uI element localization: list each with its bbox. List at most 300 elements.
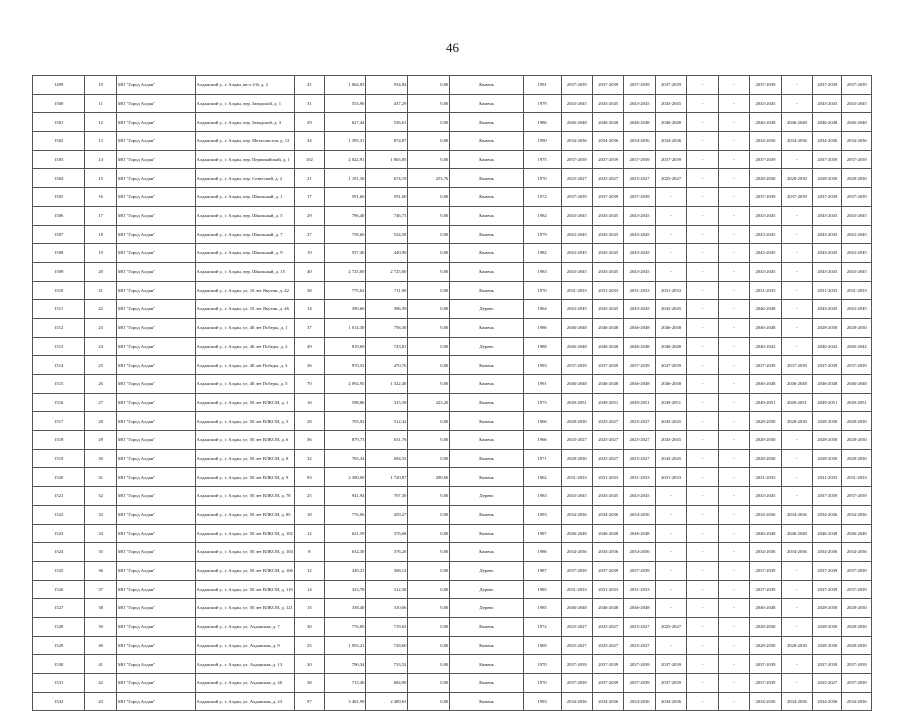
- table-cell: Алданский у., г. Алдан, ул. Алданская, д. 20: [195, 674, 295, 693]
- table-cell: Алданский у., г. Алдан, пер. Школьный, д. 5: [195, 206, 295, 225]
- table-cell: 2043-2045: [655, 94, 686, 113]
- housing-register-table: [32, 75, 872, 711]
- table-cell: 27: [85, 393, 116, 412]
- table-cell: 440,90: [366, 244, 408, 263]
- table-cell: 1971: [523, 449, 561, 468]
- table-cell: 2037-2039: [624, 674, 655, 693]
- table-cell: 934,84: [366, 76, 408, 95]
- table-cell: 2043-2045: [655, 431, 686, 450]
- table-cell: 2046-2048: [624, 318, 655, 337]
- table-cell: 25: [295, 636, 324, 655]
- table-cell: 1525: [33, 561, 85, 580]
- table-cell: 0,00: [408, 431, 450, 450]
- table-cell: 2046-2048: [655, 337, 686, 356]
- table-cell: 1524: [33, 543, 85, 562]
- table-cell: 18: [85, 225, 116, 244]
- table-cell: -: [718, 337, 749, 356]
- table-cell: 2043-2045: [561, 94, 592, 113]
- table-cell: Камень: [450, 318, 523, 337]
- table-cell: 2046-2048: [750, 300, 781, 319]
- table-cell: МО "Город Алдан": [116, 617, 195, 636]
- table-cell: 2028-2030: [842, 412, 872, 431]
- table-cell: 2034-2036: [750, 692, 781, 711]
- table-cell: 42: [85, 674, 116, 693]
- table-cell: 2037-2039: [592, 188, 623, 207]
- table-row: [33, 94, 872, 113]
- table-cell: 2043-2045: [655, 300, 686, 319]
- table-cell: 2046-2048: [624, 375, 655, 394]
- table-cell: -: [718, 132, 749, 151]
- table-cell: 2034-2036: [624, 543, 655, 562]
- table-cell: 2037-2039: [655, 356, 686, 375]
- table-cell: 2043-2045: [592, 244, 623, 263]
- table-cell: 34: [295, 132, 324, 151]
- table-cell: Алданский у., г. Алдан, пер. Заводской, д. 3: [195, 113, 295, 132]
- table-cell: 1972: [523, 617, 561, 636]
- table-cell: Камень: [450, 617, 523, 636]
- table-cell: -: [655, 188, 686, 207]
- table-cell: -: [655, 524, 686, 543]
- table-cell: 2046-2048: [624, 113, 655, 132]
- table-cell: 2046-2048: [624, 524, 655, 543]
- table-cell: 1993: [523, 505, 561, 524]
- table-cell: 715,40: [324, 674, 366, 693]
- table-cell: 2046-2048: [561, 318, 592, 337]
- table-cell: -: [718, 674, 749, 693]
- table-cell: 390,66: [324, 300, 366, 319]
- table-cell: 1499: [33, 76, 85, 95]
- table-cell: 2037-2039: [624, 188, 655, 207]
- table-cell: 1 064,83: [324, 76, 366, 95]
- table-cell: 0,00: [408, 543, 450, 562]
- table-cell: 2049-2051: [655, 393, 686, 412]
- table-cell: 27: [295, 225, 324, 244]
- table-cell: 2028-2030: [750, 431, 781, 450]
- table-cell: 2037-2039: [813, 580, 842, 599]
- table-cell: 2028-2030: [813, 617, 842, 636]
- table-cell: 2 092,95: [324, 375, 366, 394]
- table-row: [33, 356, 872, 375]
- table-cell: 2037-2039: [655, 150, 686, 169]
- table-cell: 2034-2036: [813, 543, 842, 562]
- table-cell: 2037-2039: [561, 674, 592, 693]
- table-cell: -: [687, 636, 718, 655]
- table-cell: 30: [85, 449, 116, 468]
- table-cell: -: [718, 244, 749, 263]
- table-cell: 1966: [523, 431, 561, 450]
- table-cell: 2043-2045: [842, 206, 872, 225]
- table-cell: 2037-2039: [813, 487, 842, 506]
- table-cell: 2037-2039: [750, 76, 781, 95]
- table-cell: 312,30: [366, 580, 408, 599]
- table-cell: 2046-2048: [592, 599, 623, 618]
- table-cell: 2049-2051: [561, 393, 592, 412]
- table-cell: -: [781, 599, 812, 618]
- table-cell: 2037-2039: [842, 76, 872, 95]
- table-cell: 2031-2033: [624, 281, 655, 300]
- table-cell: Камень: [450, 169, 523, 188]
- table-cell: 1970: [523, 169, 561, 188]
- table-cell: 2037-2039: [750, 188, 781, 207]
- table-cell: 2043-2045: [561, 206, 592, 225]
- table-cell: -: [718, 487, 749, 506]
- table-row: [33, 543, 872, 562]
- table-cell: 2046-2048: [750, 524, 781, 543]
- table-cell: 33: [85, 505, 116, 524]
- table-cell: 1504: [33, 169, 85, 188]
- table-cell: -: [718, 412, 749, 431]
- table-cell: 674,19: [366, 169, 408, 188]
- table-cell: 2046-2048: [655, 375, 686, 394]
- table-cell: 1511: [33, 300, 85, 319]
- table-cell: 2037-2039: [842, 356, 872, 375]
- table-cell: 0,00: [408, 375, 450, 394]
- table-cell: 1 395,31: [324, 132, 366, 151]
- table-cell: -: [718, 150, 749, 169]
- table-row: [33, 412, 872, 431]
- table-cell: 553,96: [324, 94, 366, 113]
- table-cell: 2034-2036: [592, 132, 623, 151]
- table-cell: -: [718, 318, 749, 337]
- table-cell: Камень: [450, 206, 523, 225]
- table-cell: 2043-2045: [592, 206, 623, 225]
- table-cell: 2037-2039: [561, 150, 592, 169]
- table-cell: 2043-2045: [592, 262, 623, 281]
- table-cell: 2037-2039: [842, 674, 872, 693]
- table-cell: 1518: [33, 431, 85, 450]
- table-cell: 2037-2039: [561, 561, 592, 580]
- table-cell: 34: [85, 524, 116, 543]
- table-cell: Алданский у., г. Алдан, пер. Школьный, д. 9: [195, 244, 295, 263]
- table-cell: Камень: [450, 431, 523, 450]
- table-cell: 1966: [523, 412, 561, 431]
- table-cell: 1502: [33, 132, 85, 151]
- table-cell: 2031-2033: [561, 580, 592, 599]
- table-cell: -: [687, 94, 718, 113]
- table-row: [33, 76, 872, 95]
- table-cell: -: [687, 281, 718, 300]
- table-cell: 31: [85, 468, 116, 487]
- table-cell: Алданский у., г. Алдан, ул. 50 лет ВЛКСМ, д. 119: [195, 580, 295, 599]
- table-cell: 2031-2033: [813, 468, 842, 487]
- table-cell: 2043-2045: [624, 487, 655, 506]
- table-cell: 1975: [523, 393, 561, 412]
- table-row: [33, 150, 872, 169]
- table-cell: 2046-2048: [561, 524, 592, 543]
- table-cell: 20: [295, 655, 324, 674]
- table-cell: 2043-2045: [624, 225, 655, 244]
- table-cell: МО "Город Алдан": [116, 76, 195, 95]
- table-cell: 26: [85, 375, 116, 394]
- table-cell: Алданский у., г. Алдан, пер. Заводской, д. 1: [195, 94, 295, 113]
- table-cell: 1 720,87: [366, 468, 408, 487]
- table-cell: 2043-2045: [842, 225, 872, 244]
- table-cell: 21: [85, 281, 116, 300]
- table-cell: 2034-2036: [624, 692, 655, 711]
- table-cell: -: [718, 655, 749, 674]
- table-cell: 28: [295, 412, 324, 431]
- table-cell: 3 401,98: [324, 692, 366, 711]
- table-cell: Камень: [450, 468, 523, 487]
- table-cell: 0,00: [408, 356, 450, 375]
- table-cell: 2037-2039: [750, 655, 781, 674]
- table-cell: 12: [295, 524, 324, 543]
- table-cell: Алданский у., г. Алдан, ул. 50 лет ВЛКСМ, д. 121: [195, 599, 295, 618]
- table-cell: 2028-2030: [813, 636, 842, 655]
- table-cell: 2043-2045: [624, 244, 655, 263]
- table-cell: -: [655, 505, 686, 524]
- table-cell: 2037-2039: [842, 580, 872, 599]
- table-row: [33, 393, 872, 412]
- table-cell: 2034-2036: [561, 543, 592, 562]
- table-cell: 2043-2045: [813, 206, 842, 225]
- table-cell: 0,00: [408, 281, 450, 300]
- table-cell: 2037-2039: [842, 188, 872, 207]
- table-cell: 16: [295, 393, 324, 412]
- table-cell: 705,92: [324, 412, 366, 431]
- table-cell: 536,61: [366, 113, 408, 132]
- table-cell: 2028-2030: [561, 412, 592, 431]
- table-row: [33, 449, 872, 468]
- table-cell: 2043-2045: [561, 487, 592, 506]
- table-cell: 2025-2027: [624, 431, 655, 450]
- table-cell: 2037-2039: [561, 655, 592, 674]
- table-cell: 2037-2039: [592, 150, 623, 169]
- table-cell: -: [781, 580, 812, 599]
- table-cell: 93: [295, 468, 324, 487]
- table-cell: -: [687, 169, 718, 188]
- table-cell: Дерево: [450, 580, 523, 599]
- table-cell: 2037-2039: [813, 188, 842, 207]
- table-cell: Камень: [450, 543, 523, 562]
- table-cell: 1506: [33, 206, 85, 225]
- table-cell: 941,94: [324, 487, 366, 506]
- table-cell: 24: [85, 337, 116, 356]
- table-cell: 2037-2039: [592, 655, 623, 674]
- table-cell: -: [781, 94, 812, 113]
- table-cell: Камень: [450, 524, 523, 543]
- table-cell: 0,00: [408, 524, 450, 543]
- table-cell: -: [687, 318, 718, 337]
- table-cell: 40: [85, 636, 116, 655]
- table-cell: 1970: [523, 674, 561, 693]
- table-cell: 2031-2033: [624, 580, 655, 599]
- table-cell: МО "Город Алдан": [116, 543, 195, 562]
- table-cell: 1512: [33, 318, 85, 337]
- table-cell: 459,27: [366, 505, 408, 524]
- table-cell: -: [781, 281, 812, 300]
- table-cell: 17: [295, 188, 324, 207]
- table-cell: 376,20: [366, 543, 408, 562]
- table-cell: 36: [295, 431, 324, 450]
- table-cell: 2025-2027: [624, 169, 655, 188]
- table-cell: 0,00: [408, 150, 450, 169]
- table-cell: Камень: [450, 262, 523, 281]
- table-cell: 598,86: [324, 393, 366, 412]
- table-cell: 30: [295, 617, 324, 636]
- table-cell: -: [781, 225, 812, 244]
- table-cell: 2034-2036: [624, 505, 655, 524]
- table-cell: 376,68: [366, 524, 408, 543]
- table-cell: МО "Город Алдан": [116, 132, 195, 151]
- table-cell: 2028-2030: [781, 169, 812, 188]
- table-cell: -: [687, 543, 718, 562]
- table-cell: 0,00: [408, 337, 450, 356]
- table-cell: 2034-2036: [781, 692, 812, 711]
- table-cell: 2037-2039: [624, 561, 655, 580]
- table-cell: 776,06: [324, 505, 366, 524]
- table-cell: 2046-2048: [592, 524, 623, 543]
- table-cell: -: [781, 561, 812, 580]
- table-cell: 1985: [523, 580, 561, 599]
- table-cell: -: [687, 337, 718, 356]
- table-row: [33, 655, 872, 674]
- table-cell: -: [718, 636, 749, 655]
- table-cell: 12: [295, 561, 324, 580]
- table-cell: 0,00: [408, 132, 450, 151]
- table-cell: 2031-2033: [592, 580, 623, 599]
- table-cell: 349,21: [324, 561, 366, 580]
- table-cell: Камень: [450, 244, 523, 263]
- table-cell: 1983: [523, 262, 561, 281]
- table-cell: 591,60: [324, 188, 366, 207]
- table-cell: 2028-2030: [842, 636, 872, 655]
- table-cell: 2049-2051: [842, 393, 872, 412]
- table-cell: МО "Город Алдан": [116, 375, 195, 394]
- table-cell: 2028-2030: [750, 636, 781, 655]
- table-cell: 2034-2036: [781, 132, 812, 151]
- table-cell: -: [718, 580, 749, 599]
- table-cell: -: [718, 468, 749, 487]
- table-cell: 2046-2048: [561, 113, 592, 132]
- table-cell: 879,73: [324, 431, 366, 450]
- table-cell: -: [687, 206, 718, 225]
- table-cell: Дерево: [450, 300, 523, 319]
- table-cell: 1982: [523, 206, 561, 225]
- table-cell: -: [655, 561, 686, 580]
- table-cell: 1505: [33, 188, 85, 207]
- table-cell: 253,76: [408, 169, 450, 188]
- table-cell: 2028-2030: [561, 449, 592, 468]
- table-cell: -: [687, 150, 718, 169]
- table-cell: 2034-2036: [592, 692, 623, 711]
- table-cell: Алданский у., г. Алдан, пер. Школьный, д. 7: [195, 225, 295, 244]
- table-cell: 2043-2045: [813, 300, 842, 319]
- table-cell: 2034-2036: [781, 543, 812, 562]
- table-row: [33, 225, 872, 244]
- table-cell: 2025-2027: [655, 169, 686, 188]
- table-cell: -: [718, 543, 749, 562]
- table-cell: 2040-2042: [842, 337, 872, 356]
- table-cell: 2028-2030: [781, 412, 812, 431]
- table-cell: Камень: [450, 412, 523, 431]
- table-cell: 632,30: [324, 543, 366, 562]
- table-cell: 2037-2039: [813, 655, 842, 674]
- table-cell: -: [655, 636, 686, 655]
- table-cell: 2025-2027: [592, 617, 623, 636]
- table-cell: МО "Город Алдан": [116, 113, 195, 132]
- table-cell: МО "Город Алдан": [116, 655, 195, 674]
- table-cell: 627,44: [324, 113, 366, 132]
- table-cell: 1970: [523, 655, 561, 674]
- table-cell: -: [687, 431, 718, 450]
- table-cell: 2046-2048: [561, 375, 592, 394]
- table-cell: 2043-2045: [813, 225, 842, 244]
- table-cell: 0,00: [408, 225, 450, 244]
- table-cell: 2037-2039: [624, 655, 655, 674]
- table-cell: 38: [295, 674, 324, 693]
- table-cell: 2043-2045: [655, 412, 686, 431]
- table-cell: 2046-2048: [624, 337, 655, 356]
- table-cell: 2049-2051: [813, 393, 842, 412]
- table-cell: 2028-2030: [842, 169, 872, 188]
- table-cell: 2043-2045: [813, 262, 842, 281]
- table-cell: -: [781, 655, 812, 674]
- table-cell: Алданский у., г. Алдан, ул. 40 лет Победы, д. 2: [195, 337, 295, 356]
- table-cell: 2049-2051: [781, 393, 812, 412]
- table-row: [33, 206, 872, 225]
- table-cell: 31: [295, 94, 324, 113]
- table-cell: Алданский у., г. Алдан, ул. 50 лет ВЛКСМ, д. 104: [195, 543, 295, 562]
- table-cell: 49: [295, 337, 324, 356]
- table-cell: 2037-2039: [813, 150, 842, 169]
- table-cell: 2 725,00: [324, 262, 366, 281]
- table-cell: 10: [85, 76, 116, 95]
- table-cell: -: [718, 599, 749, 618]
- table-cell: Алданский у., г. Алдан, ул. 40 лет Победы, д. 5: [195, 375, 295, 394]
- table-cell: 1530: [33, 655, 85, 674]
- table-cell: Алданский у., г. Алдан, пер. Советский, д. 2: [195, 169, 295, 188]
- table-cell: 2043-2045: [624, 300, 655, 319]
- table-cell: -: [718, 113, 749, 132]
- table-cell: 2046-2048: [655, 113, 686, 132]
- table-cell: 1520: [33, 468, 85, 487]
- table-cell: 758,60: [324, 225, 366, 244]
- table-cell: Дерево: [450, 561, 523, 580]
- table-cell: 2028-2030: [813, 449, 842, 468]
- table-cell: -: [718, 449, 749, 468]
- table-cell: 0,00: [408, 580, 450, 599]
- table-cell: 534,58: [366, 225, 408, 244]
- table-cell: 2037-2039: [750, 674, 781, 693]
- table-cell: 2043-2045: [750, 487, 781, 506]
- table-row: [33, 692, 872, 711]
- table-cell: 70: [295, 375, 324, 394]
- table-cell: 0,00: [408, 113, 450, 132]
- table-cell: -: [718, 505, 749, 524]
- table-cell: 1513: [33, 337, 85, 356]
- table-cell: 36: [295, 356, 324, 375]
- table-cell: 20: [85, 262, 116, 281]
- table-cell: 2034-2036: [655, 132, 686, 151]
- table-cell: -: [687, 561, 718, 580]
- table-cell: 2037-2039: [592, 76, 623, 95]
- table-cell: 2043-2045: [750, 244, 781, 263]
- table-cell: МО "Город Алдан": [116, 300, 195, 319]
- table-cell: 2043-2045: [592, 487, 623, 506]
- table-cell: 310,06: [366, 599, 408, 618]
- table-cell: -: [718, 393, 749, 412]
- table-cell: 1972: [523, 188, 561, 207]
- table-cell: 2037-2039: [750, 150, 781, 169]
- table-cell: МО "Город Алдан": [116, 412, 195, 431]
- table-cell: 1990: [523, 132, 561, 151]
- table-cell: 0,00: [408, 636, 450, 655]
- table-cell: 743,81: [366, 337, 408, 356]
- table-cell: 2025-2027: [592, 449, 623, 468]
- table-cell: 557,40: [324, 244, 366, 263]
- table-cell: 17: [85, 206, 116, 225]
